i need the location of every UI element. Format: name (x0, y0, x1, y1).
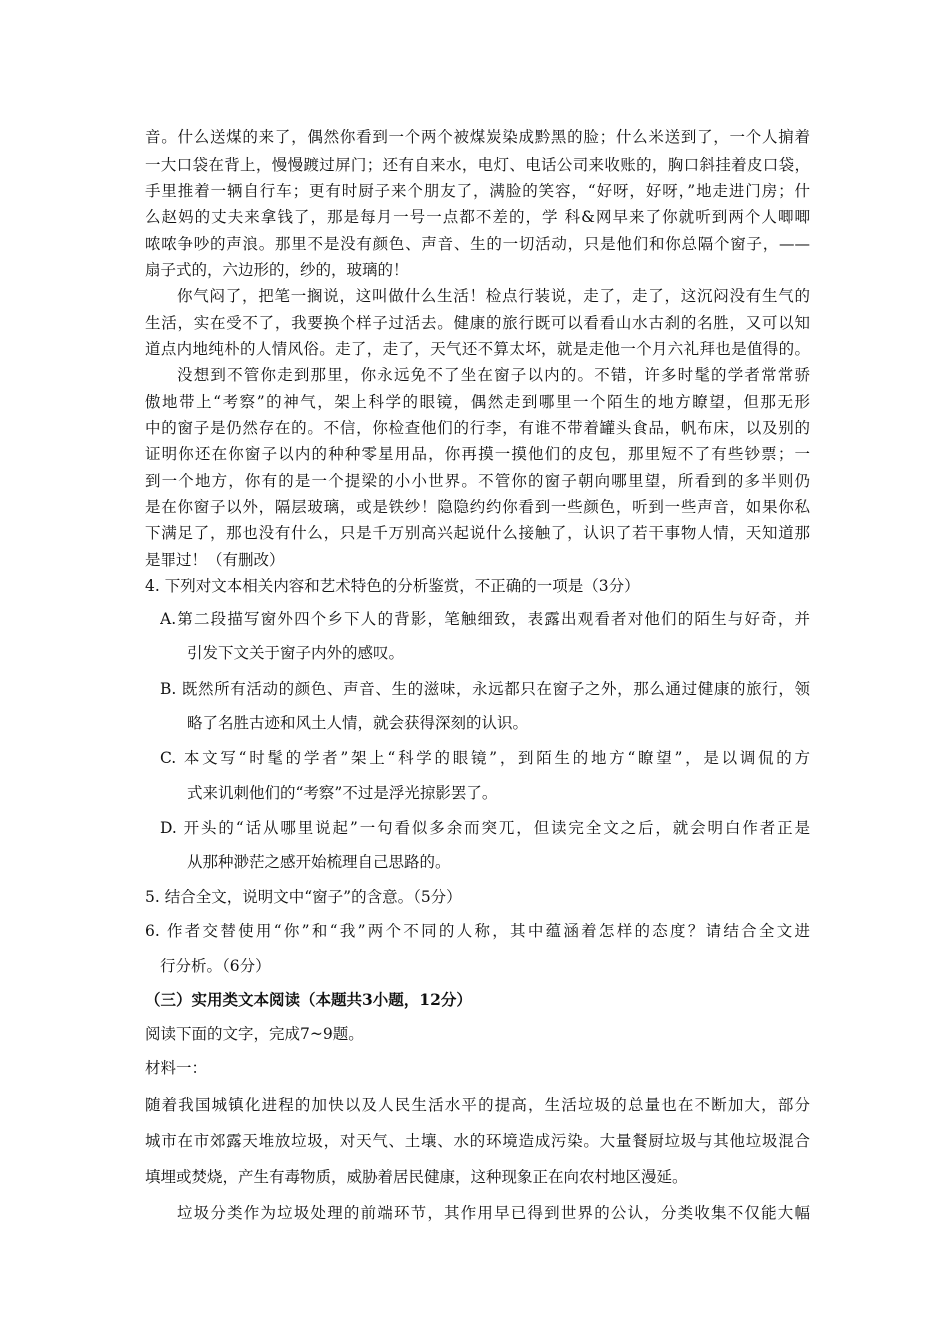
text-line: 生活，实在受不了，我要换个样子过活去。健康的旅行既可以看看山水古刹的名胜，又可以知 (145, 314, 810, 332)
text-line: 中的窗子是仍然存在的。不信，你检查他们的行李，有谁不带着罐头食品，帆布床，以及别的 (145, 419, 810, 437)
option-a: A.第二段描写窗外四个乡下人的背影，笔触细致，表露出观看者对他们的陌生与好奇，并 (160, 610, 810, 628)
question-6: 6. 作者交替使用“你”和“我”两个不同的人称，其中蕴涵着怎样的态度？请结合全文进 (145, 922, 810, 940)
option-c-continued: 式来讥刺他们的“考察”不过是浮光掠影罢了。 (187, 784, 498, 802)
text-line: 填埋或焚烧，产生有毒物质，威胁着居民健康，这种现象正在向农村地区漫延。 (145, 1168, 688, 1186)
text-line: 证明你还在你窗子以内的种种零星用品，你再摸一摸他们的皮包，那里短不了有些钞票；一 (145, 445, 810, 463)
text-line: 是罪过！（有删改） (145, 551, 285, 569)
text-line: 随着我国城镇化进程的加快以及人民生活水平的提高，生活垃圾的总量也在不断加大，部分 (145, 1096, 810, 1114)
option-d-continued: 从那种渺茫之感开始梳理自己思路的。 (187, 853, 451, 871)
paragraph-start-line: 没想到不管你走到那里，你永远免不了坐在窗子以内的。不错，许多时髦的学者常常骄 (177, 366, 810, 384)
option-c: C. 本文写“时髦的学者”架上“科学的眼镜”，到陌生的地方“瞭望”，是以调侃的方 (160, 749, 810, 767)
paragraph-start-line: 垃圾分类作为垃圾处理的前端环节，其作用早已得到世界的公认，分类收集不仅能大幅 (177, 1204, 810, 1222)
instruction-line: 阅读下面的文字，完成7~9题。 (145, 1025, 364, 1043)
text-line: 到一个地方，你有的是一个提梁的小小世界。不管你的窗子朝向哪里望，所看到的多半则仍 (145, 472, 810, 490)
material-label: 材料一： (145, 1059, 208, 1077)
section-heading: （三）实用类文本阅读（本题共3小题，12分） (145, 990, 472, 1009)
option-b-continued: 略了名胜古迹和风土人情，就会获得深刻的认识。 (187, 714, 529, 732)
question-6-continued: 行分析。（6分） (160, 957, 271, 975)
paragraph-start-line: 你气闷了，把笔一搁说，这叫做什么生活！检点行装说，走了，走了，这沉闷没有生气的 (177, 287, 810, 305)
text-line: 扇子式的，六边形的，纱的，玻璃的！ (145, 261, 409, 279)
text-line: 哝哝争吵的声浪。那里不是没有颜色、声音、生的一切活动，只是他们和你总隔个窗子，—— (145, 235, 810, 253)
option-d: D. 开头的“话从哪里说起”一句看似多余而突兀，但读完全文之后，就会明白作者正是 (160, 819, 810, 837)
question-5: 5. 结合全文，说明文中“窗子”的含意。（5分） (145, 888, 462, 906)
text-line: 傲地带上“考察”的神气，架上科学的眼镜，偶然走到哪里一个陌生的地方瞭望，但那无形 (145, 393, 810, 411)
text-line: 一大口袋在背上，慢慢踱过屏门；还有自来水，电灯、电话公司来收账的，胸口斜挂着皮口袋， (145, 156, 810, 174)
text-line: 城市在市郊露天堆放垃圾，对天气、土壤、水的环境造成污染。大量餐厨垃圾与其他垃圾混合 (145, 1132, 810, 1150)
text-line: 下满足了，那也没有什么，只是千万别高兴起说什么接触了，认识了若干事物人情，天知道那 (145, 524, 810, 542)
question-4: 4. 下列对文本相关内容和艺术特色的分析鉴赏，不正确的一项是（3分） (145, 577, 640, 595)
text-line: 么赵妈的丈夫来拿钱了，那是每月一号一点都不差的，学 科&网早来了你就听到两个人唧唧 (145, 208, 810, 226)
option-a-continued: 引发下文关于窗子内外的感叹。 (187, 644, 405, 662)
option-b: B. 既然所有活动的颜色、声音、生的滋味，永远都只在窗子之外，那么通过健康的旅行，领 (160, 680, 810, 698)
text-line: 音。什么送煤的来了，偶然你看到一个两个被煤炭染成黔黑的脸；什么米送到了，一个人掮着 (145, 128, 810, 146)
text-line: 手里推着一辆自行车；更有时厨子来个朋友了，满脸的笑容，“好呀，好呀，”地走进门房；什 (145, 182, 810, 200)
text-line: 道点内地纯朴的人情风俗。走了，走了，天气还不算太坏，就是走他一个月六礼拜也是值得的。 (145, 340, 810, 358)
text-line: 是在你窗子以外，隔层玻璃，或是铁纱！隐隐约约你看到一些颜色，听到一些声音，如果你私 (145, 498, 810, 516)
